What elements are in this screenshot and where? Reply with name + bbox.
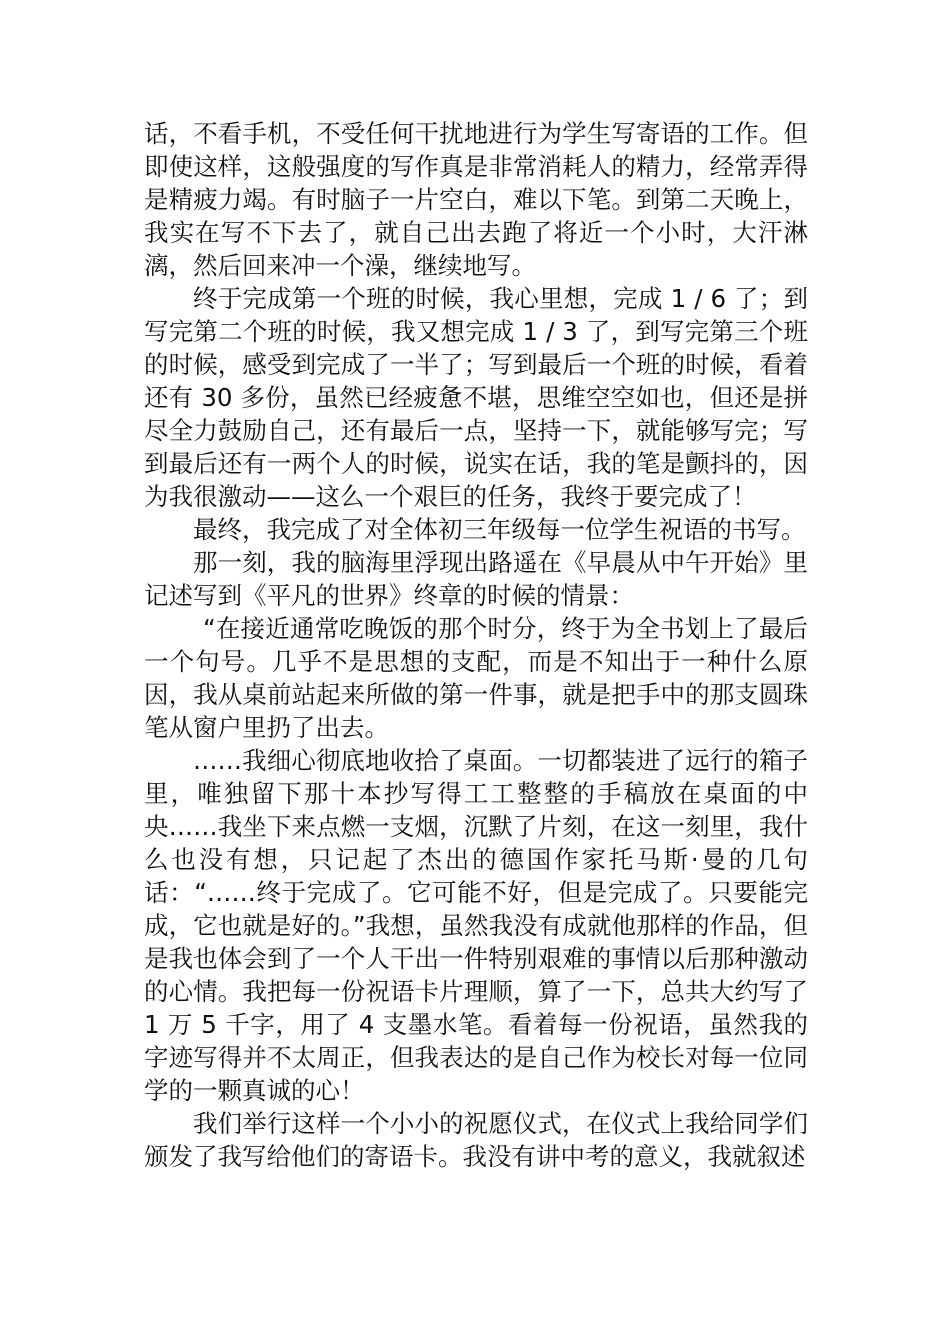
- paragraph-quote-start: “在接近通常吃晚饭的那个时分，终于为全书划上了最后一个句号。几乎不是思想的支配，而是不知出于一种什么原因，我从桌前站起来所做的第一件事，就是把手中的那支圆珠笔从窗户里扔了出去。: [144, 614, 808, 742]
- paragraph-memory: 那一刻，我的脑海里浮现出路遥在《早晨从中午开始》里记述写到《平凡的世界》终章的时候的情景：: [144, 548, 808, 610]
- paragraph-progress: 终于完成第一个班的时候，我心里想，完成 1 / 6 了；到写完第二个班的时候，我又想完成 1 / 3 了，到写完第三个班的时候，感受到完成了一半了；写到最后一个班的时候，看着还有 30 多份，虽然已经疲惫不堪，思维空空如也，但还是拼尽全力鼓励自己，还有最后一点，坚持一下，就能够写完；写到最后还有一两个人的时候，说实在话，我的笔是颤抖的，因为我很激动——这么一个艰巨的任务，我终于要完成了！: [144, 284, 808, 511]
- paragraph-ceremony: 我们举行这样一个小小的祝愿仪式，在仪式上我给同学们颁发了我写给他们的寄语卡。我没有讲中考的意义，我就叙述: [144, 1109, 808, 1171]
- paragraph-continuation: 话，不看手机，不受任何干扰地进行为学生写寄语的工作。但即使这样，这般强度的写作真是非常消耗人的精力，经常弄得是精疲力竭。有时脑子一片空白，难以下笔。到第二天晚上，我实在写不下去了，就自己出去跑了将近一个小时，大汗淋漓，然后回来冲一个澡，继续地写。: [144, 119, 808, 280]
- document-page: [144, 117, 808, 1173]
- paragraph-quote-continued: ……我细心彻底地收拾了桌面。一切都装进了远行的箱子里，唯独留下那十本抄写得工工整整的手稿放在桌面的中央……我坐下来点燃一支烟，沉默了片刻，在这一刻里，我什么也没有想，只记起了杰出的德国作家托马斯·曼的几句话：“……终于完成了。它可能不好，但是完成了。只要能完成，它也就是好的。”我想，虽然我没有成就他那样的作品，但是我也体会到了一个人干出一件特别艰难的事情以后那种激动的心情。我把每一份祝语卡片理顺，算了一下，总共大约写了 1 万 5 千字，用了 4 支墨水笔。看着每一份祝语，虽然我的字迹写得并不太周正，但我表达的是自己作为校长对每一位同学的一颗真诚的心！: [144, 746, 808, 1105]
- paragraph-completion: 最终，我完成了对全体初三年级每一位学生祝语的书写。: [193, 515, 806, 544]
